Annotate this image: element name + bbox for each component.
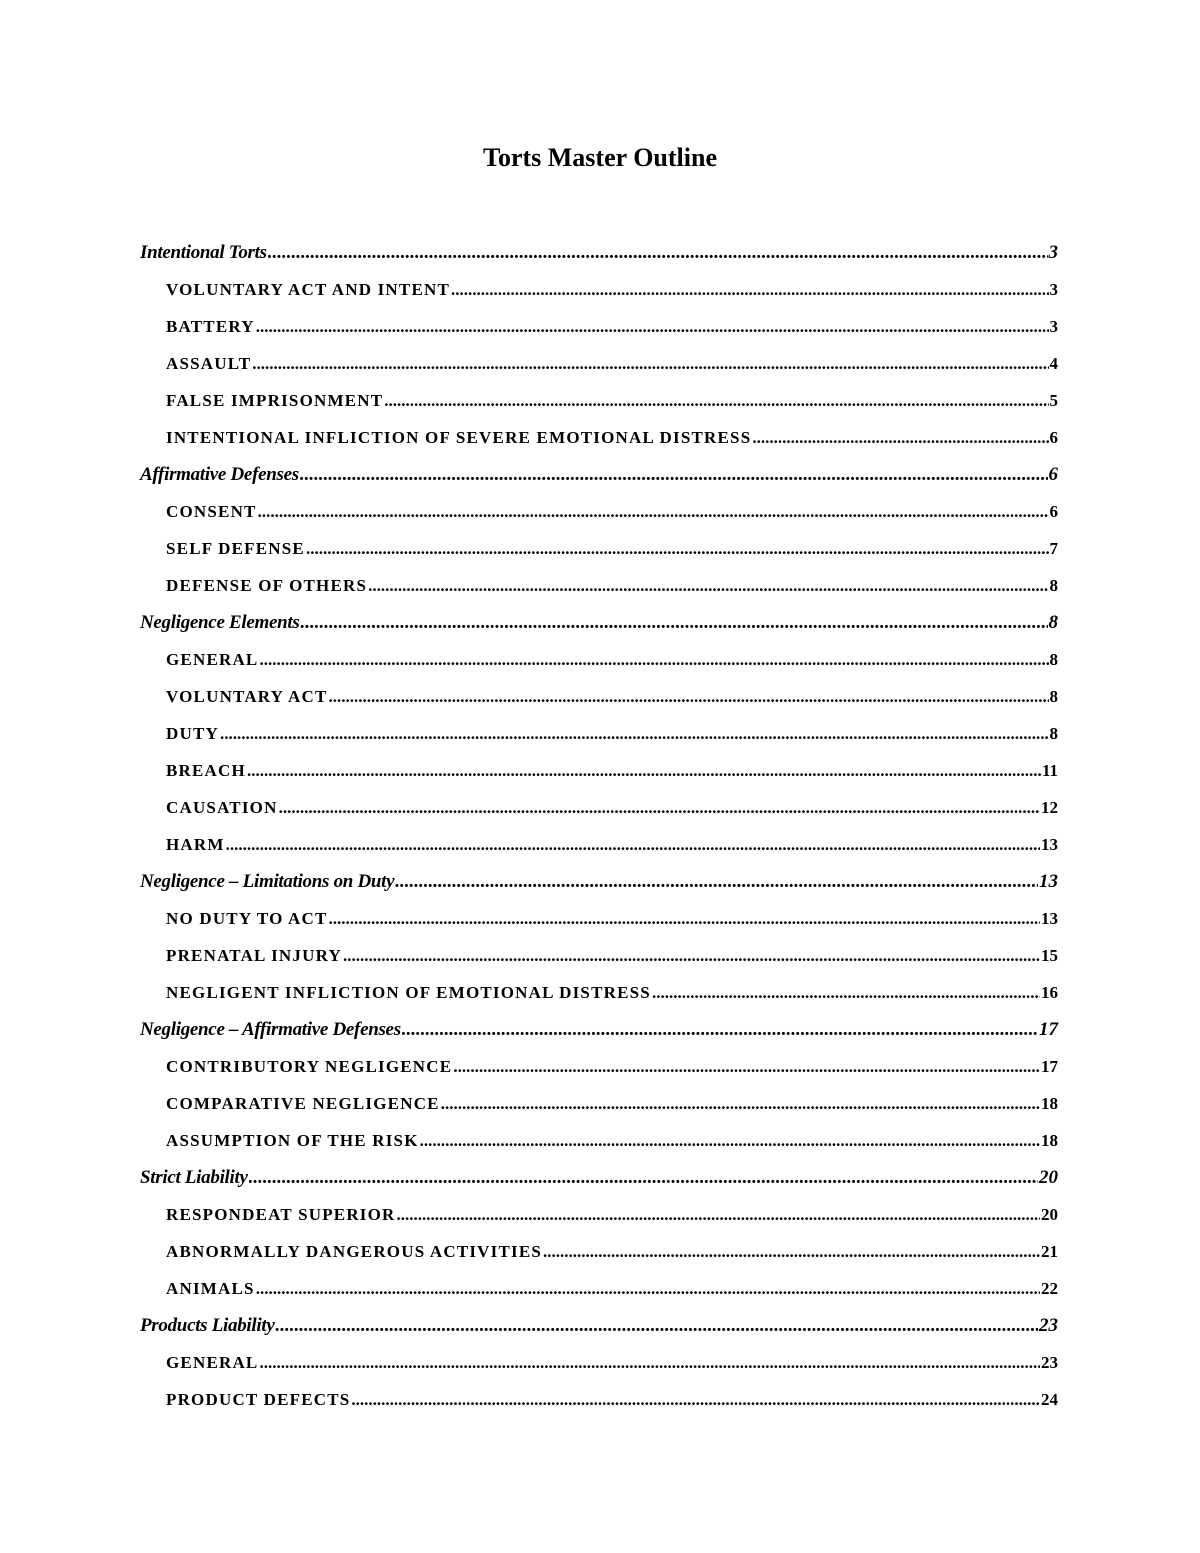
toc-entry-link[interactable]: [140, 271, 1058, 308]
toc-label: GENERAL: [166, 1353, 259, 1372]
toc-label: PRENATAL INJURY: [166, 946, 342, 965]
dot-leader: [306, 530, 1049, 567]
dot-leader: [226, 826, 1040, 863]
toc-label: DUTY: [166, 724, 219, 743]
dot-leader: [652, 974, 1040, 1011]
dot-leader: [451, 271, 1048, 308]
dot-leader: [268, 234, 1048, 271]
toc-label: HARM: [166, 835, 225, 854]
toc-page-number: 13: [1041, 909, 1058, 928]
dot-leader: [441, 1085, 1040, 1122]
page-title: Torts Master Outline: [483, 143, 717, 172]
toc-section-link[interactable]: [140, 863, 1058, 900]
toc-entry-link[interactable]: [140, 900, 1058, 937]
dot-leader: [329, 900, 1041, 937]
toc-entry-link[interactable]: [140, 1196, 1058, 1233]
toc-entry-link[interactable]: [140, 826, 1058, 863]
dot-leader: [453, 1048, 1040, 1085]
toc-page-number: 16: [1041, 983, 1058, 1002]
toc-page-number: 8: [1049, 687, 1058, 706]
dot-leader: [351, 1381, 1040, 1418]
toc-page-number: 18: [1041, 1094, 1058, 1113]
toc-entry-link[interactable]: [140, 752, 1058, 789]
toc-label: CONTRIBUTORY NEGLIGENCE: [166, 1057, 453, 1076]
toc-label: Negligence Elements: [140, 612, 300, 633]
toc-entry-link[interactable]: [140, 678, 1058, 715]
toc-page-number: 11: [1041, 761, 1058, 780]
toc-page-number: 12: [1041, 798, 1058, 817]
toc-page-number: 3: [1049, 317, 1058, 336]
toc-label: GENERAL: [166, 650, 259, 669]
toc-label: DEFENSE OF OTHERS: [166, 576, 368, 595]
toc-label: PRODUCT DEFECTS: [166, 1390, 351, 1409]
toc-section-link[interactable]: [140, 456, 1058, 493]
toc-entry-link[interactable]: [140, 937, 1058, 974]
toc-label: Affirmative Defenses: [140, 464, 299, 485]
toc-label: ANIMALS: [166, 1279, 255, 1298]
toc-label: FALSE IMPRISONMENT: [166, 391, 384, 410]
dot-leader: [368, 567, 1048, 604]
toc-label: Negligence – Affirmative Defenses: [140, 1019, 401, 1040]
toc-page-number: 8: [1049, 650, 1058, 669]
toc-entry-link[interactable]: [140, 308, 1058, 345]
dot-leader: [249, 1159, 1038, 1196]
dot-leader: [252, 345, 1048, 382]
toc-entry-link[interactable]: [140, 1381, 1058, 1418]
dot-leader: [420, 1122, 1040, 1159]
toc-page-number: 20: [1039, 1167, 1058, 1188]
toc-entry-link[interactable]: [140, 789, 1058, 826]
toc-page-number: 13: [1039, 871, 1058, 892]
toc-label: ABNORMALLY DANGEROUS ACTIVITIES: [166, 1242, 543, 1261]
toc-page-number: 22: [1041, 1279, 1058, 1298]
toc-entry-link[interactable]: [140, 641, 1058, 678]
toc-label: VOLUNTARY ACT: [166, 687, 328, 706]
toc-label: Strict Liability: [140, 1167, 248, 1188]
toc-page-number: 18: [1041, 1131, 1058, 1150]
toc-label: ASSUMPTION OF THE RISK: [166, 1131, 419, 1150]
table-of-contents: [140, 234, 1058, 1418]
dot-leader: [256, 1270, 1040, 1307]
dot-leader: [397, 1196, 1040, 1233]
toc-entry-link[interactable]: [140, 530, 1058, 567]
toc-page-number: 17: [1041, 1057, 1058, 1076]
dot-leader: [752, 419, 1048, 456]
toc-section-link[interactable]: [140, 1011, 1058, 1048]
toc-entry-link[interactable]: [140, 1122, 1058, 1159]
toc-page-number: 8: [1049, 724, 1058, 743]
toc-page-number: 24: [1041, 1390, 1058, 1409]
toc-entry-link[interactable]: [140, 1048, 1058, 1085]
toc-page-number: 20: [1041, 1205, 1058, 1224]
dot-leader: [343, 937, 1040, 974]
toc-page-number: 15: [1041, 946, 1058, 965]
toc-page-number: 4: [1049, 354, 1058, 373]
toc-label: COMPARATIVE NEGLIGENCE: [166, 1094, 440, 1113]
toc-entry-link[interactable]: [140, 382, 1058, 419]
toc-page-number: 8: [1049, 576, 1058, 595]
toc-entry-link[interactable]: [140, 1344, 1058, 1381]
toc-page-number: 3: [1049, 280, 1058, 299]
toc-entry-link[interactable]: [140, 974, 1058, 1011]
dot-leader: [329, 678, 1049, 715]
toc-entry-link[interactable]: [140, 419, 1058, 456]
toc-label: BATTERY: [166, 317, 255, 336]
toc-page-number: 5: [1049, 391, 1058, 410]
dot-leader: [395, 863, 1038, 900]
dot-leader: [258, 493, 1049, 530]
dot-leader: [300, 604, 1047, 641]
toc-label: RESPONDEAT SUPERIOR: [166, 1205, 396, 1224]
toc-label: Products Liability: [140, 1315, 275, 1336]
toc-page-number: 6: [1048, 464, 1058, 485]
toc-section-link[interactable]: [140, 1307, 1058, 1344]
toc-page-number: 6: [1049, 502, 1058, 521]
dot-leader: [247, 752, 1041, 789]
toc-page-number: 23: [1041, 1353, 1058, 1372]
toc-label: BREACH: [166, 761, 246, 780]
toc-entry-link[interactable]: [140, 493, 1058, 530]
dot-leader: [220, 715, 1049, 752]
toc-label: CAUSATION: [166, 798, 278, 817]
dot-leader: [402, 1011, 1038, 1048]
toc-label: SELF DEFENSE: [166, 539, 305, 558]
toc-entry-link[interactable]: [140, 715, 1058, 752]
toc-label: NEGLIGENT INFLICTION OF EMOTIONAL DISTRESS: [166, 983, 651, 1002]
toc-section-link[interactable]: [140, 234, 1058, 271]
toc-entry-link[interactable]: [140, 567, 1058, 604]
toc-page-number: 6: [1049, 428, 1058, 447]
toc-page-number: 13: [1041, 835, 1058, 854]
toc-entry-link[interactable]: [140, 1085, 1058, 1122]
toc-label: INTENTIONAL INFLICTION OF SEVERE EMOTIONAL DISTRESS: [166, 428, 752, 447]
dot-leader: [543, 1233, 1040, 1270]
toc-label: VOLUNTARY ACT AND INTENT: [166, 280, 451, 299]
toc-section-link[interactable]: [140, 1159, 1058, 1196]
toc-page-number: 8: [1048, 612, 1058, 633]
dot-leader: [300, 456, 1048, 493]
toc-page-number: 21: [1041, 1242, 1058, 1261]
dot-leader: [275, 1307, 1038, 1344]
toc-label: Negligence – Limitations on Duty: [140, 871, 395, 892]
toc-entry-link[interactable]: [140, 1233, 1058, 1270]
dot-leader: [259, 1344, 1040, 1381]
toc-label: ASSAULT: [166, 354, 252, 373]
toc-label: CONSENT: [166, 502, 257, 521]
toc-page-number: 23: [1039, 1315, 1058, 1336]
toc-section-link[interactable]: [140, 604, 1058, 641]
dot-leader: [259, 641, 1048, 678]
dot-leader: [384, 382, 1048, 419]
toc-page-number: 17: [1039, 1019, 1058, 1040]
toc-entry-link[interactable]: [140, 1270, 1058, 1307]
toc-label: NO DUTY TO ACT: [166, 909, 328, 928]
dot-leader: [279, 789, 1040, 826]
dot-leader: [256, 308, 1049, 345]
toc-label: Intentional Torts: [140, 242, 267, 263]
toc-page-number: 7: [1049, 539, 1058, 558]
toc-page-number: 3: [1048, 242, 1058, 263]
toc-entry-link[interactable]: [140, 345, 1058, 382]
